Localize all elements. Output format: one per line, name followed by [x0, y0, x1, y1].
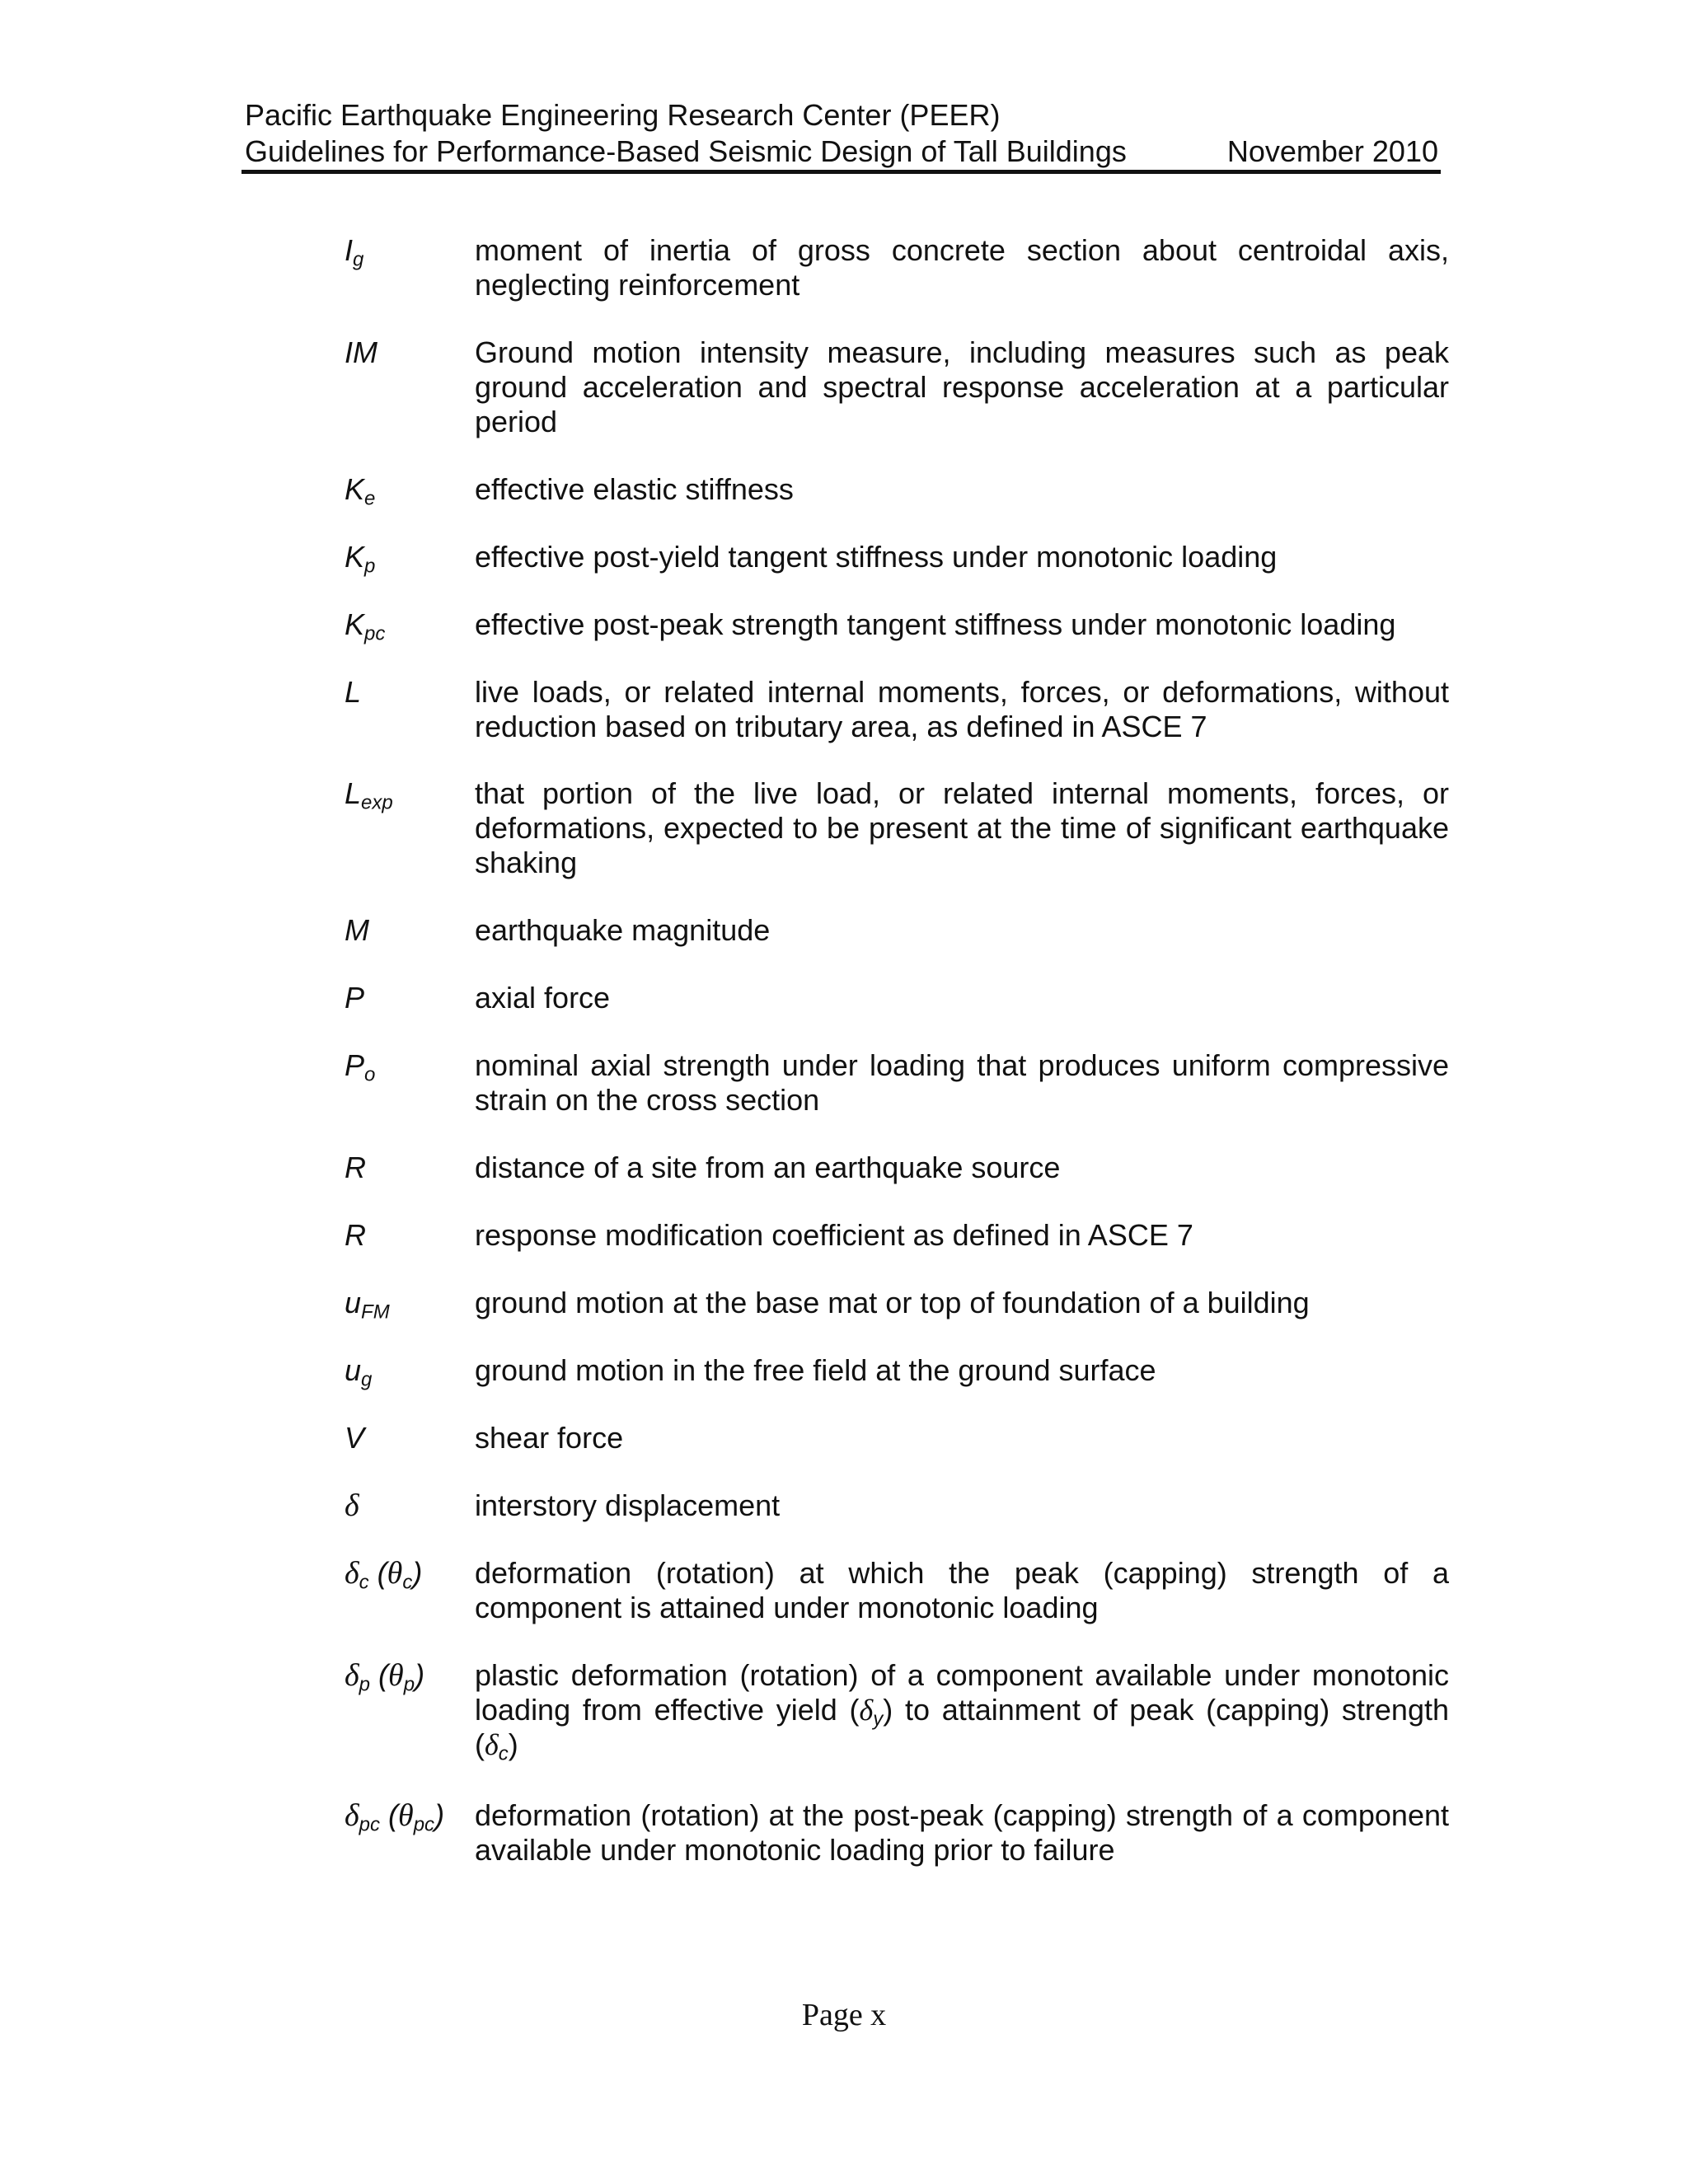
header-title-row — [245, 134, 1438, 170]
entry-definition: deformation (rotation) at which the peak (capping) strength of a component is attained under monotonic loading — [475, 1556, 1449, 1624]
page-header — [245, 97, 1438, 170]
entry-definition: deformation (rotation) at the post-peak (capping) strength of a component available under monotonic loading prior to failure — [475, 1798, 1449, 1867]
entry-definition: response modification coefficient as defined in ASCE 7 — [475, 1218, 1193, 1252]
entry-definition: live loads, or related internal moments, forces, or deformations, without reduction based on tributary area, as defined in ASCE 7 — [475, 675, 1449, 743]
entry-definition: effective post-peak strength tangent stiffness under monotonic loading — [475, 607, 1396, 641]
entry-definition: earthquake magnitude — [475, 913, 771, 947]
header-organization: Pacific Earthquake Engineering Research Center (PEER) — [245, 98, 1001, 132]
entry-definition: interstory displacement — [475, 1488, 781, 1522]
entry-symbol: M — [345, 913, 369, 947]
entry-symbol: $K_p$ — [345, 540, 376, 578]
entry-symbol: V — [345, 1421, 365, 1455]
entry-definition: Ground motion intensity measure, including measures such as peak ground acceleration and spectral response acceleration at a particular period — [475, 335, 1449, 438]
entry-definition: effective elastic stiffness — [475, 472, 794, 506]
entry-definition: distance of a site from an earthquake source — [475, 1151, 1061, 1184]
entry-definition: axial force — [475, 981, 611, 1015]
entry-symbol: $K_{pc}$ — [345, 607, 386, 645]
entry-symbol: $I_g$ — [345, 233, 364, 271]
entry-definition: ground motion at the base mat or top of foundation of a building — [475, 1286, 1310, 1319]
page-number: Page x — [801, 1998, 887, 2032]
header-date: November 2010 — [1226, 134, 1438, 168]
entry-definition: plastic deformation (rotation) of a component available under monotonic loading from effective yield $(\delta_y)$ to attainment of peak (capping) strength $(\delta_c)$ — [475, 1658, 1450, 1765]
header-rule — [241, 170, 1441, 174]
entry-symbol: $\delta_{pc}$ $(\theta_{pc})$ — [345, 1798, 445, 1836]
entry-definition: ground motion in the free field at the ground surface — [475, 1353, 1156, 1387]
header-document-title: Guidelines for Performance-Based Seismic Design of Tall Buildings — [245, 134, 1127, 168]
entry-symbol: δ — [345, 1488, 359, 1523]
entry-symbol: P — [345, 981, 365, 1015]
entry-definition: effective post-yield tangent stiffness under monotonic loading — [475, 540, 1278, 574]
entry-symbol: $u_g$ — [345, 1353, 373, 1391]
entry-symbol: IM — [345, 335, 377, 369]
entry-definition: that portion of the live load, or related internal moments, forces, or deformations, expected to be present at the time of significant earthquake shaking — [475, 776, 1449, 879]
entry-symbol: $L_{exp}$ — [345, 776, 393, 814]
entry-symbol: $P_o$ — [345, 1048, 376, 1086]
entry-symbol: $K_e$ — [345, 472, 376, 510]
entry-symbol: R — [345, 1151, 366, 1184]
entry-symbol: R — [345, 1218, 366, 1252]
entry-symbol: $\delta_c$ $(\theta_c)$ — [345, 1556, 423, 1594]
entry-definition: moment of inertia of gross concrete section about centroidal axis, neglecting reinforcement — [475, 233, 1449, 302]
entry-definition: nominal axial strength under loading that produces uniform compressive strain on the cross section — [475, 1048, 1449, 1117]
entry-definition: shear force — [475, 1421, 624, 1455]
entry-symbol: L — [345, 675, 362, 709]
entry-symbol: $u_{FM}$ — [345, 1286, 390, 1324]
entry-symbol: $\delta_p$ $(\theta_p)$ — [345, 1658, 425, 1696]
